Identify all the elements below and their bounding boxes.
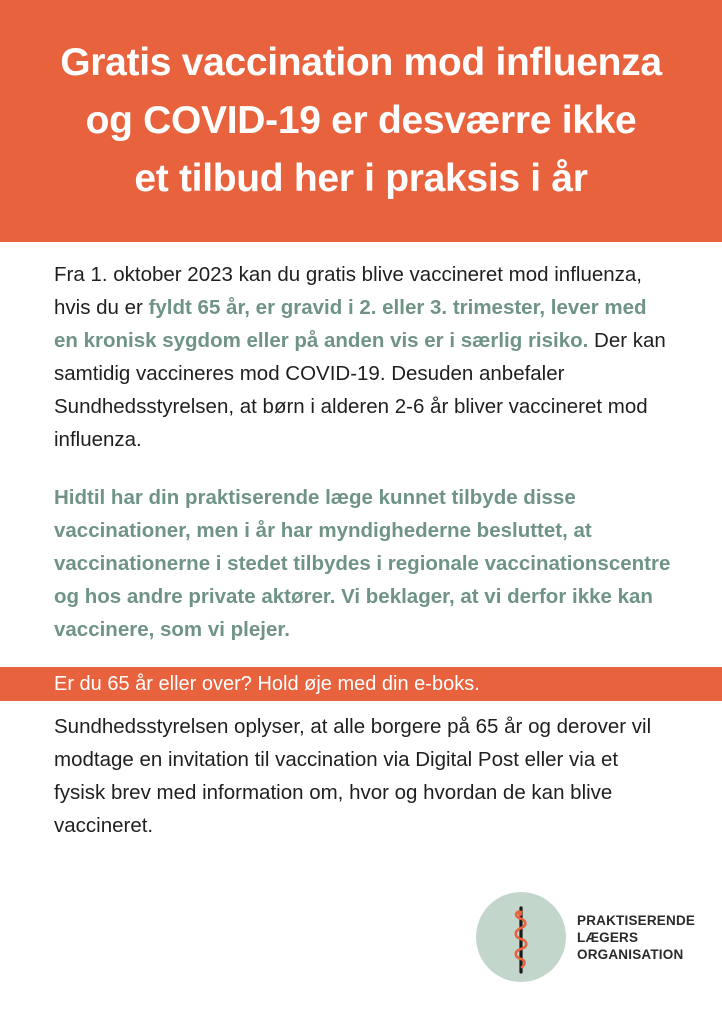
intro-text-start: Fra 1. oktober 2023 kan du gratis blive vaccineret mod influenza, hvis du er: [54, 263, 642, 319]
title-line-1: Gratis vaccination mod influenza: [60, 41, 662, 84]
rod-of-asclepius-icon: [476, 892, 566, 982]
closing-paragraph: Sundhedsstyrelsen oplyser, at alle borgere på 65 år og derover vil modtage en invitation til vaccination via Digital Post eller via et fysisk brev med information om, hvor og hvordan de kan blive vaccineret.: [54, 715, 652, 837]
title-line-3: et tilbud her i praksis i år: [134, 157, 588, 200]
logo-line-1: PRAKTISERENDE: [577, 913, 696, 928]
logo-line-2: LÆGERS: [577, 930, 639, 945]
logo-line-3: ORGANISATION: [577, 947, 684, 962]
logo-emblem: [476, 892, 566, 982]
title-line-2: og COVID-19 er desværre ikke: [85, 99, 637, 142]
intro-highlight: fyldt 65 år, er gravid i 2. eller 3. trimester, lever med en kronisk sygdom eller på anden vis er i særlig risiko.: [54, 296, 647, 352]
intro-paragraph: [54, 258, 674, 456]
logo-wordmark: [577, 912, 695, 963]
header-banner: [0, 0, 722, 242]
notice-paragraph: Hidtil har din praktiserende læge kunnet tilbyde disse vaccinationer, men i år har myndighederne besluttet, at vaccinationerne i stedet tilbydes i regionale vaccinationscentre og hos andre private aktører. Vi beklager, at vi derfor ikke kan vaccinere, som vi plejer.: [54, 486, 671, 641]
page-title: [40, 34, 682, 208]
age-notice-band: [0, 667, 722, 701]
age-notice-text: Er du 65 år eller over? Hold øje med din e-boks.: [54, 673, 480, 695]
intro-text-end: Der kan samtidig vaccineres mod COVID-19. Desuden anbefaler Sundhedsstyrelsen, at børn i alderen 2-6 år bliver vaccineret mod influenza.: [54, 329, 666, 451]
